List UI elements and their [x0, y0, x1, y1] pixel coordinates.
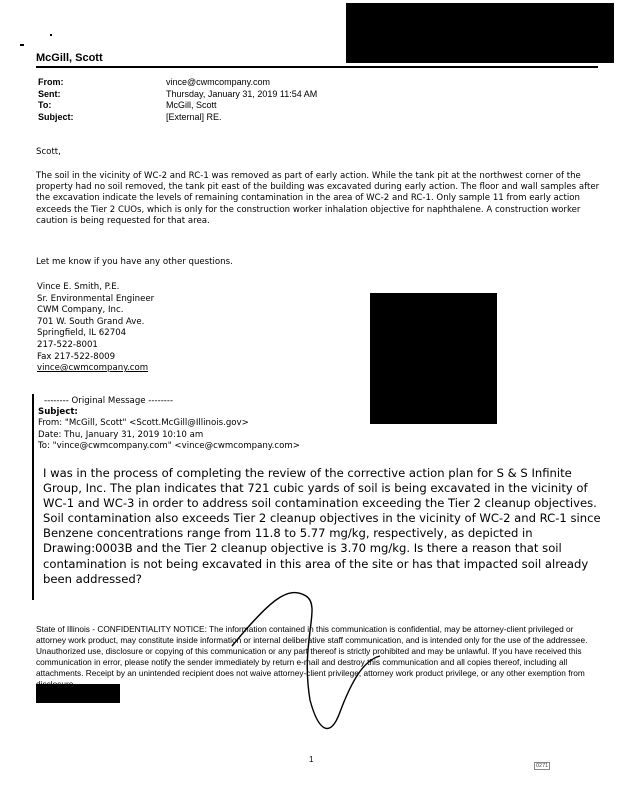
meta-sent-value: Thursday, January 31, 2019 11:54 AM [166, 88, 318, 99]
page-number: 1 [309, 755, 314, 764]
body-paragraph: The soil in the vicinity of WC-2 and RC-1 was removed as part of early action. While the tank pit at the northwest corner of the property had no soil removed, the tank pit east of the building was excavated during early action. The floor and wall samples after the excavation indicate the levels of remaining contamination in the area of WC-2 and RC-1. Only sample 11 from early action exceeds the Tier 2 CUOs, which is only for the construction worker inhalation objective for naphthalene. A construction worker caution is being requested for that area. [36, 171, 600, 226]
meta-sent-label: Sent: [38, 88, 61, 99]
original-message-body: I was in the process of completing the review of the corrective action plan for S & S Infinite Group, Inc. The plan indicates that 721 cubic yards of soil is being excavated in the vicinity of WC-1 and WC-3 in order to address soil contamination exceeding the Tier 2 cleanup objectives. Soil contamination also exceeds Tier 2 cleanup objectives in the vicinity of WC-2 and RC-1 since Benzene concentrations range from 11.8 to 5.77 mg/kg, respectively, as depicted in Drawing:0003B and the Tier 2 cleanup objective is 3.70 mg/kg. Is there a reason that soil contamination is not being excavated in this area of the site or has that impacted soil already been addressed? [43, 466, 601, 586]
signature-name: Vince E. Smith, P.E. [37, 282, 120, 292]
signature-company: CWM Company, Inc. [37, 305, 124, 316]
signature-title: Sr. Environmental Engineer [37, 293, 155, 304]
signature-fax: Fax 217-522-8009 [37, 351, 116, 362]
original-date: Date: Thu, January 31, 2019 10:10 am [38, 429, 204, 440]
original-subject: Subject: [38, 407, 78, 418]
signature-address-line2: Springfield, IL 62704 [37, 328, 127, 339]
meta-to-value: McGill, Scott [166, 100, 217, 110]
sender-header-name: McGill, Scott [36, 52, 103, 64]
meta-to-label: To: [38, 100, 52, 110]
original-from: From: "McGill, Scott" <Scott.McGill@Illinois.gov> [38, 418, 249, 429]
meta-from-value: vince@cwmcompany.com [166, 77, 270, 87]
signature-email-link[interactable]: vince@cwmcompany.com [37, 363, 149, 374]
meta-from-label: From: [38, 77, 64, 87]
signature-address-line1: 701 W. South Grand Ave. [37, 316, 145, 327]
signature-phone: 217-522-8001 [37, 339, 98, 350]
meta-subject-label: Subject: [38, 111, 74, 122]
scan-stamp: 0271 [536, 763, 549, 769]
closing-line: Let me know if you have any other questions. [36, 257, 233, 267]
greeting: Scott, [36, 147, 61, 157]
original-to: To: "vince@cwmcompany.com" <vince@cwmcompany.com> [38, 440, 300, 451]
confidentiality-notice: State of Illinois - CONFIDENTIALITY NOTICE: The information contained in this communication is confidential, may be attorney-client privileged or attorney work product, may constitute inside information or internal deliberative staff communication, and is intended only for the use of the addressee. Unauthorized use, disclosure or copying of this communication or any part thereof is strictly prohibited and may be unlawful. If you have received this communication in error, please notify the sender immediately by return e-mail and destroy this communication and all copies thereof, including all attachments. Receipt by an unintended recipient does not waive attorney-client privilege, attorney work product privilege, or any other exemption from disclosure. [36, 624, 588, 689]
original-divider: -------- Original Message -------- [44, 396, 174, 406]
meta-subject-value: [External] RE. [166, 111, 222, 122]
